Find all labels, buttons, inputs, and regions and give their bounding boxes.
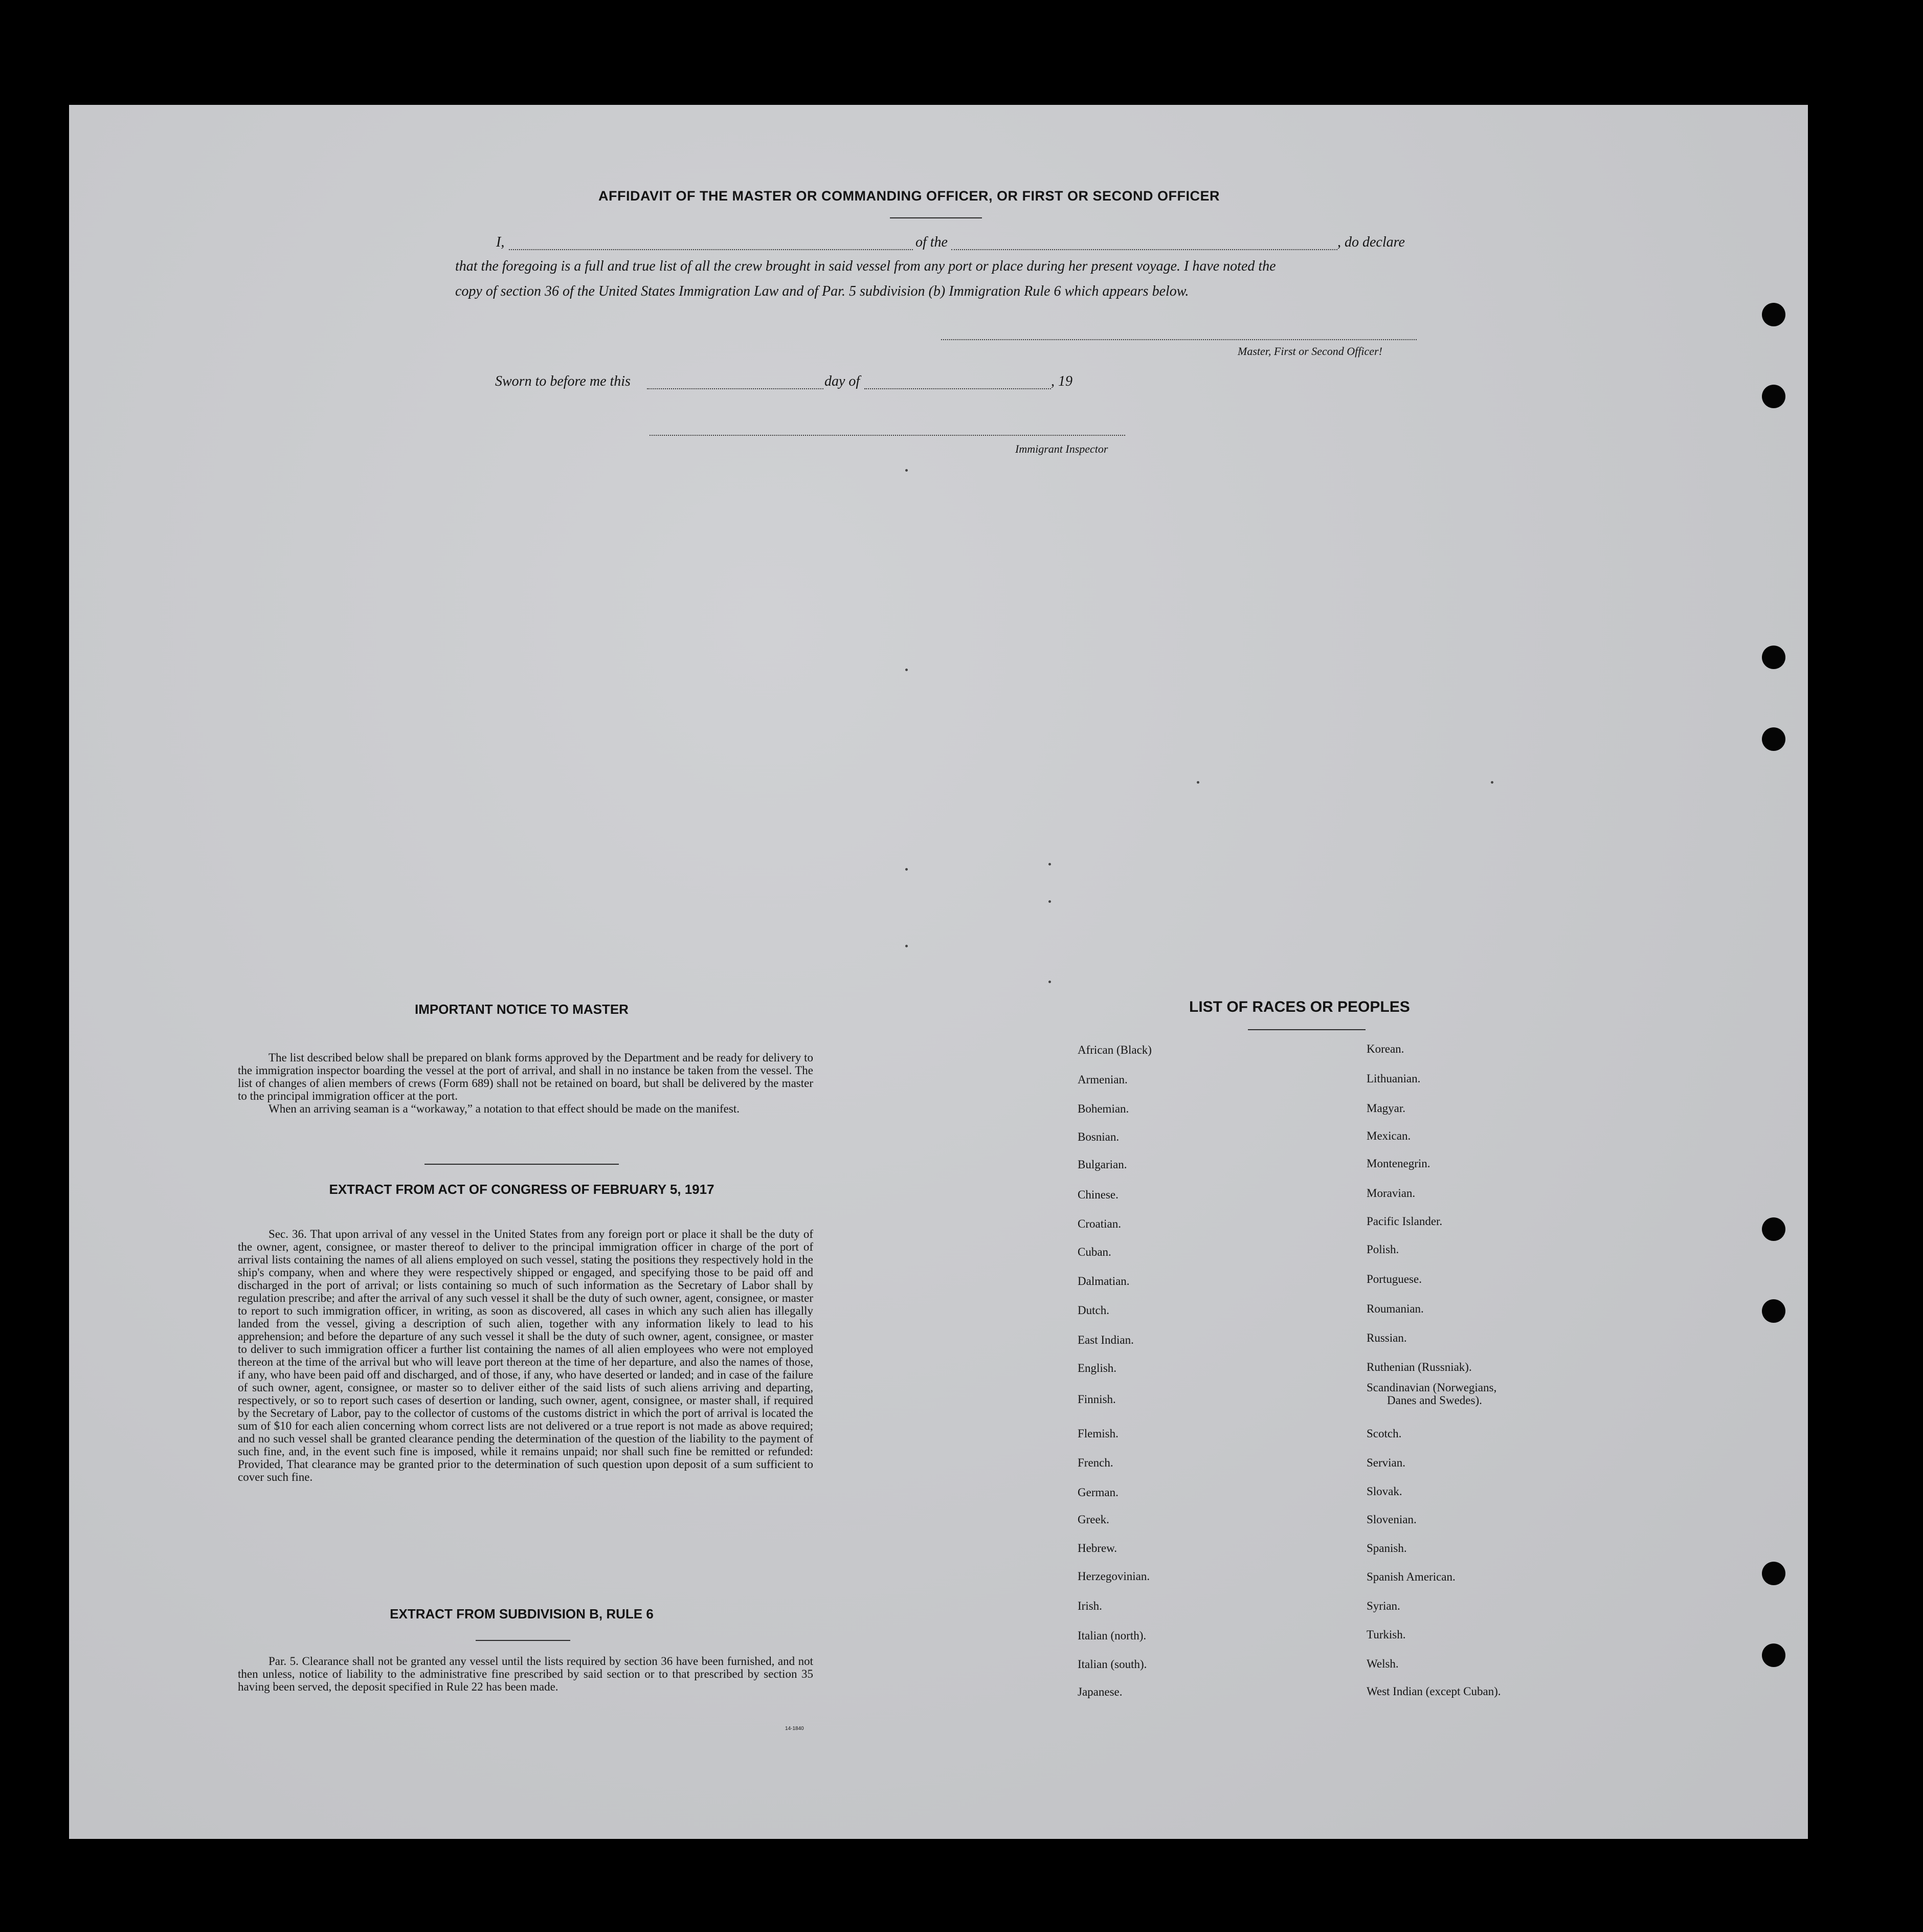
master-signature-caption: Master, First or Second Officer!	[1238, 345, 1382, 358]
race-item: English.	[1078, 1362, 1117, 1374]
punch-hole	[1762, 1299, 1785, 1323]
sworn-day-of: day of	[824, 373, 860, 389]
race-item: Irish.	[1078, 1600, 1102, 1612]
race-item: Italian (south).	[1078, 1658, 1147, 1671]
punch-hole	[1762, 1644, 1785, 1667]
affidavit-of-the: of the	[915, 234, 948, 250]
scan-speck	[1048, 863, 1051, 865]
race-item: Croatian.	[1078, 1217, 1121, 1230]
race-item: Danes and Swedes).	[1387, 1394, 1482, 1407]
extract-act-text	[238, 1228, 813, 1483]
race-item: Scotch.	[1367, 1427, 1402, 1440]
race-item: Japanese.	[1078, 1685, 1123, 1698]
race-item: Dalmatian.	[1078, 1275, 1130, 1287]
extract-rule-title: EXTRACT FROM SUBDIVISION B, RULE 6	[390, 1606, 654, 1622]
punch-hole	[1762, 1217, 1785, 1241]
inspector-signature-line[interactable]	[650, 435, 1125, 436]
name-blank[interactable]	[509, 249, 913, 250]
punch-hole	[1762, 303, 1785, 326]
sworn-prefix: Sworn to before me this	[495, 373, 631, 389]
scan-speck	[1048, 900, 1051, 903]
title-rule	[890, 217, 982, 218]
scan-speck	[1491, 781, 1493, 784]
race-item: Italian (north).	[1078, 1629, 1147, 1642]
race-item: Bulgarian.	[1078, 1158, 1127, 1171]
master-signature-line[interactable]	[941, 339, 1417, 340]
race-item: Bosnian.	[1078, 1130, 1120, 1143]
race-item: Armenian.	[1078, 1073, 1128, 1086]
inspector-caption: Immigrant Inspector	[1015, 442, 1108, 455]
race-item: Greek.	[1078, 1513, 1109, 1526]
race-item: German.	[1078, 1486, 1119, 1499]
race-item: Slovak.	[1367, 1485, 1402, 1498]
notice-paragraph-1: The list described below shall be prepared on blank forms approved by the Department and be ready for delivery to the immigration inspector boarding the vessel at the port of arrival, and shall in no instance be taken from the vessel. The list of changes of alien members of crews (Form 689) shall not be retained on board, but shall be delivered by the master to the principal immigration officer at the port.	[238, 1051, 813, 1102]
sworn-year: , 19	[1051, 373, 1072, 389]
race-item: Finnish.	[1078, 1393, 1116, 1406]
notice-text	[238, 1051, 813, 1115]
scan-speck	[1048, 981, 1051, 983]
race-item: Hebrew.	[1078, 1542, 1117, 1555]
notice-rule	[424, 1164, 619, 1165]
race-item: Montenegrin.	[1367, 1157, 1430, 1170]
race-item: Syrian.	[1367, 1600, 1400, 1612]
affidavit-declare: , do declare	[1337, 234, 1405, 250]
race-item: West Indian (except Cuban).	[1367, 1685, 1501, 1698]
race-item: Lithuanian.	[1367, 1072, 1421, 1085]
race-item: Welsh.	[1367, 1657, 1399, 1670]
scan-speck	[905, 469, 908, 472]
document-page	[69, 105, 1808, 1839]
race-item: Cuban.	[1078, 1246, 1111, 1258]
race-item: Ruthenian (Russniak).	[1367, 1361, 1472, 1373]
race-item: Magyar.	[1367, 1102, 1406, 1115]
race-item: Pacific Islander.	[1367, 1215, 1443, 1228]
scan-speck	[905, 945, 908, 947]
race-item: Portuguese.	[1367, 1273, 1422, 1285]
race-item: Korean.	[1367, 1042, 1404, 1055]
race-item: Servian.	[1367, 1456, 1406, 1469]
race-item: Bohemian.	[1078, 1102, 1129, 1115]
race-item: Spanish.	[1367, 1542, 1407, 1555]
race-item: Moravian.	[1367, 1187, 1416, 1200]
race-item: African (Black)	[1078, 1043, 1152, 1056]
extract-rule-underline	[476, 1640, 570, 1641]
affidavit-title: AFFIDAVIT OF THE MASTER OR COMMANDING OFFICER, OR FIRST OR SECOND OFFICER	[598, 188, 1220, 204]
race-item: Roumanian.	[1367, 1302, 1424, 1315]
punch-hole	[1762, 1562, 1785, 1585]
extract-act-title: EXTRACT FROM ACT OF CONGRESS OF FEBRUARY 5, 1917	[329, 1182, 714, 1197]
race-item: Polish.	[1367, 1243, 1399, 1256]
scan-speck	[905, 669, 908, 671]
notice-title: IMPORTANT NOTICE TO MASTER	[415, 1002, 629, 1017]
affidavit-line-3: copy of section 36 of the United States Immigration Law and of Par. 5 subdivision (b) Immigration Rule 6 which appears below.	[455, 283, 1189, 299]
scan-speck	[905, 868, 908, 871]
race-item: Flemish.	[1078, 1427, 1119, 1440]
race-item: Russian.	[1367, 1331, 1407, 1344]
affidavit-i: I,	[496, 234, 505, 250]
race-item: Slovenian.	[1367, 1513, 1417, 1526]
extract-rule-text	[238, 1655, 813, 1693]
scan-speck	[1197, 781, 1199, 784]
notice-paragraph-2: When an arriving seaman is a “workaway,” a notation to that effect should be made on the manifest.	[269, 1102, 740, 1115]
sworn-day-blank[interactable]	[647, 388, 823, 389]
race-item: Chinese.	[1078, 1188, 1119, 1201]
punch-hole	[1762, 646, 1785, 669]
race-item: French.	[1078, 1456, 1113, 1469]
rule-6-paragraph: Par. 5. Clearance shall not be granted any vessel until the lists required by section 36 have been furnished, and not then unless, notice of liability to the administrative fine prescribed by said section or to that prescribed by section 35 having been served, the deposit specified in Rule 22 has been made.	[238, 1655, 813, 1693]
races-rule	[1248, 1029, 1366, 1030]
race-item: Mexican.	[1367, 1129, 1411, 1142]
form-number: 14-1840	[785, 1726, 804, 1731]
affidavit-line-2: that the foregoing is a full and true list of all the crew brought in said vessel from any port or place during her present voyage. I have noted the	[455, 258, 1276, 274]
section-36-paragraph: Sec. 36. That upon arrival of any vessel in the United States from any foreign port or place it shall be the duty of the owner, agent, consignee, or master thereof to deliver to the principal immigration officer in charge of the port of arrival lists containing the names of all aliens employed on such vessel, stating the positions they respectively hold in the ship's company, when and where they were respectively shipped or engaged, and specifying those to be paid off and discharged in the port of arrival; or lists containing so much of such information as the Secretary of Labor shall by regulation prescribe; and after the arrival of any such vessel it shall be the duty of such owner, agent, consignee, or master to report to such immigration officer, in writing, as soon as discovered, all cases in which any such alien has illegally landed from the vessel, giving a description of such alien, together with any information likely to lead to his apprehension; and before the departure of any such vessel it shall be the duty of such owner, agent, consignee, or master to deliver to such immigration officer a further list containing the names of all alien employees who were not employed thereon at the time of the arrival but who will leave port thereon at the time of her departure, and also the names of those, if any, who have been paid off and discharged, and of those, if any, who have deserted or landed; and in case of the failure of such owner, agent, consignee, or master so to deliver either of the said lists of such aliens arriving and departing, respectively, or so to report such cases of desertion or landing, such owner, agent, consignee, or master shall, if required by the Secretary of Labor, pay to the collector of customs of the customs district in which the port of arrival is located the sum of $10 for each alien concerning whom correct lists are not delivered or a true report is not made as above required; and no such vessel shall be granted clearance pending the determination of the question of the liability to the payment of such fine, and, in the event such fine is imposed, while it remains unpaid; nor shall such fine be remitted or refunded: Provided, That clearance may be granted prior to the determination of such question upon deposit of a sum sufficient to cover such fine.	[238, 1228, 813, 1483]
race-item: East Indian.	[1078, 1334, 1134, 1346]
punch-hole	[1762, 385, 1785, 408]
punch-hole	[1762, 727, 1785, 751]
sworn-month-blank[interactable]	[864, 388, 1051, 389]
race-item: Scandinavian (Norwegians,	[1367, 1381, 1497, 1394]
race-item: Dutch.	[1078, 1304, 1109, 1317]
race-item: Spanish American.	[1367, 1570, 1456, 1583]
vessel-blank[interactable]	[951, 249, 1337, 250]
race-item: Turkish.	[1367, 1628, 1406, 1641]
race-item: Herzegovinian.	[1078, 1570, 1150, 1583]
races-title: LIST OF RACES OR PEOPLES	[1189, 998, 1410, 1015]
